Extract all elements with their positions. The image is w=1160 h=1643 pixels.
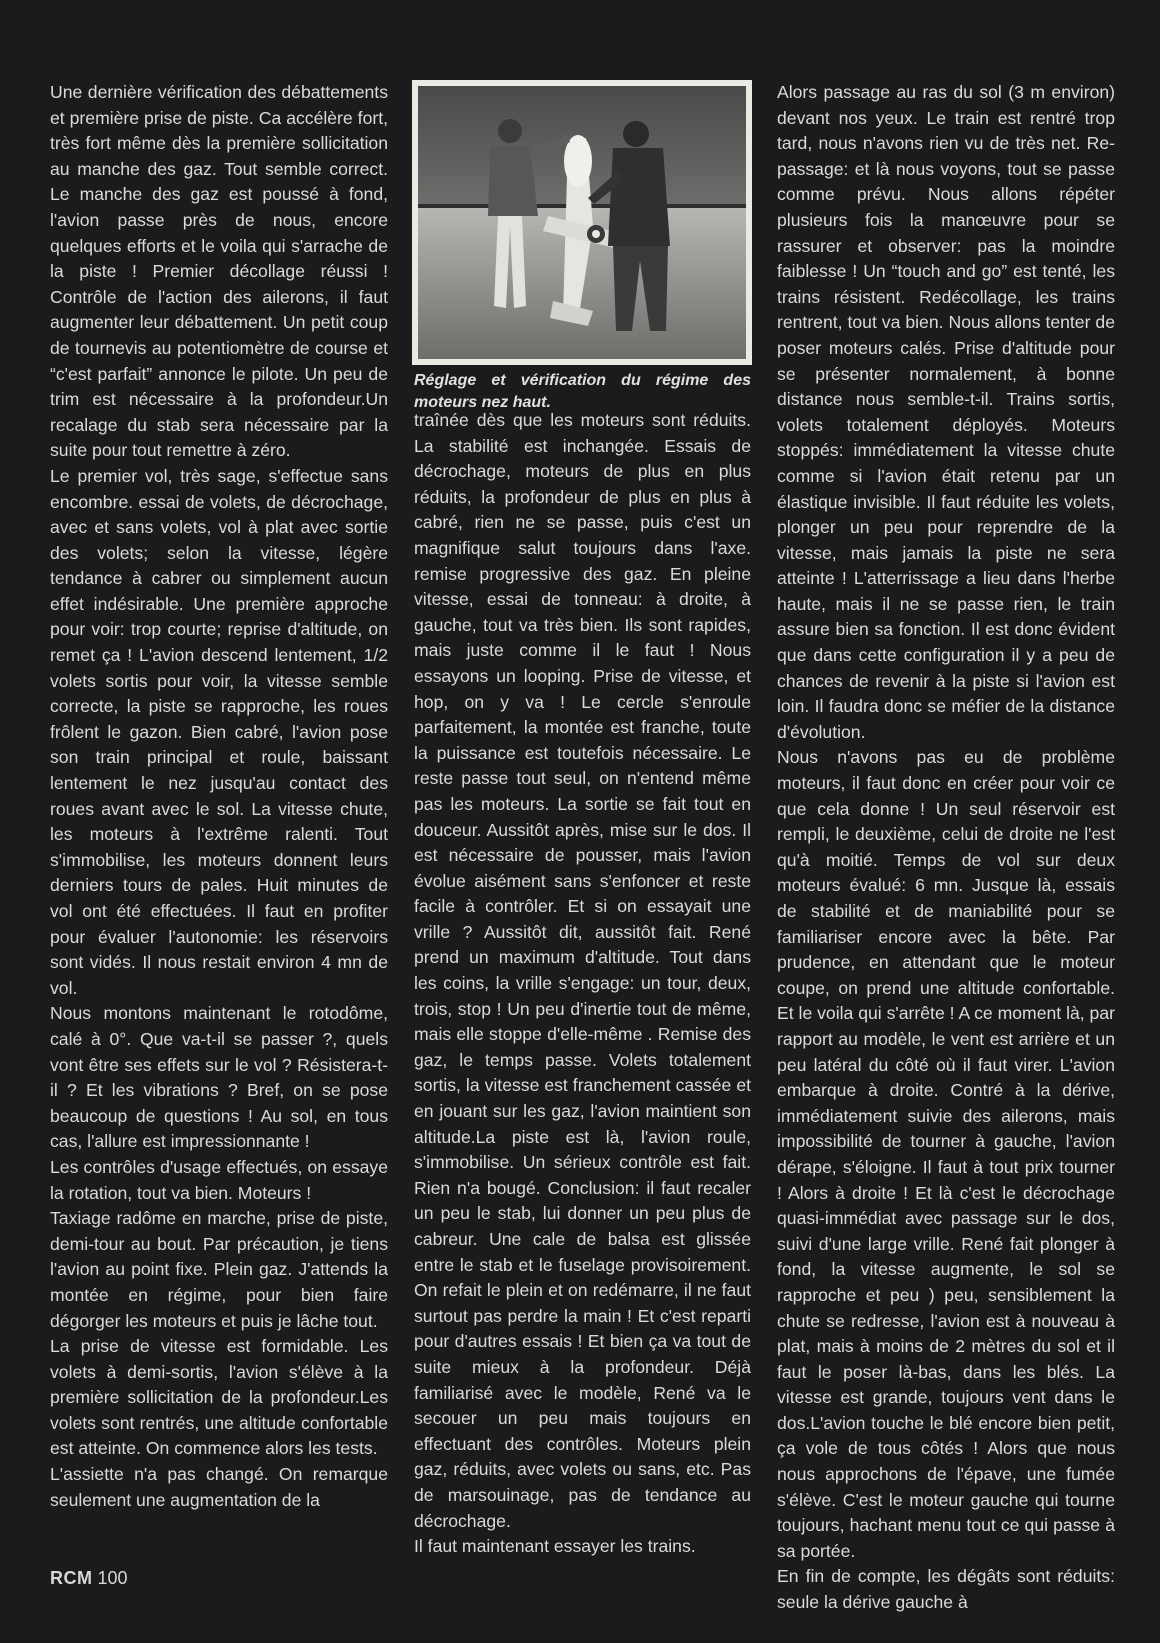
paragraph: La prise de vitesse est formidable. Les volets à demi-sortis, l'avion s'élève à la première sollicitation de la profondeur.Les volets sont rentrés, une altitude confortable est atteinte. On commence alors les tests. [50,1336,388,1459]
paragraph: traînée dès que les moteurs sont réduits. La stabilité est inchangée. Essais de décrochage, moteurs de plus en plus réduits, la profondeur de plus en plus à cabré, rien ne se passe, puis c'est un magnifique salut toujours dans l'axe. remise progressive des gaz. En pleine vitesse, essai de tonneau: à droite, à gauche, tout va très bien. Ils sont rapides, mais juste comme il le faut ! Nous essayons un looping. Prise de vitesse, et hop, on y va ! Le cercle s'enroule parfaitement, la montée est franche, toute la puissance est toutefois nécessaire. Le reste passe tout seul, on n'entend même pas les moteurs. La sortie se fait tout en douceur. Aussitôt après, mise sur le dos. Il est nécessaire de pousser, mais l'avion évolue aisément sans s'enfoncer et reste facile à contrôler. Et si on essayait une vrille ? Aussitôt dit, aussitôt fait. René prend un maximum d'altitude. Tout dans les coins, la vrille s'engage: un tour, deux, trois, stop ! Un peu d'inertie tout de même, mais elle stoppe d'elle-même . Remise des gaz, le temps passe. Volets totalement sortis, la vitesse est franchement cassée et en jouant sur les gaz, l'avion maintient son altitude.La piste est là, l'avion roule, s'immobilise. Un sérieux contrôle est fait. Rien n'a bougé. Conclusion: il faut recaler un peu le stab, lui donner un peu plus de cabreur. Une cale de balsa est glissée entre le stab et le fuselage provisoirement. On refait le plein et on redémarre, il ne faut surtout pas perdre la main ! Et c'est reparti pour d'autres essais ! Et bien ça va tout de suite mieux à la profondeur. Déjà familiarisé avec le modèle, René va le secouer un peu mais toujours en effectuant des contrôles. Moteurs plein gaz, réduits, avec volets ou sans, etc. Pas de marsouinage, pas de tendance au décrochage. [414,410,751,1531]
photo-two-men-with-model-plane [412,80,752,365]
text-column-1 [50,80,388,1513]
paragraph: Le premier vol, très sage, s'effectue sans encombre. essai de volets, de décrochage, avec et sans volets, vol à plat avec sortie des volets; selon la vitesse, légère tendance à cabrer ou simplement aucun effet indésirable. Une première approche pour voir: trop courte; reprise d'altitude, on remet ça ! L'avion descend lentement, 1/2 volets sortis pour voir, la vitesse semble correcte, la piste se rapproche, les roues frôlent le gazon. Bien cabré, l'avion pose son train principal et roule, baissant lentement le nez jusqu'au contact des roues avant avec le sol. La vitesse chute, les moteurs à l'extrême ralenti. Tout s'immobilise, les moteurs donnent leurs derniers tours de pales. Huit minutes de vol ont été effectuées. Il faut en profiter pour évaluer l'autonomie: les réservoirs sont vidés. Il nous restait environ 4 mn de vol. [50,465,388,998]
paragraph: Taxiage radôme en marche, prise de piste, demi-tour au bout. Par précaution, je tiens l'avion au point fixe. Plein gaz. J'attends la montée en régime, pour bien faire dégorger les moteurs et puis je lâche tout. [50,1208,388,1331]
paragraph: Nous n'avons pas eu de problème moteurs, il faut donc en créer pour voir ce que cela donne ! Un seul réservoir est rempli, le deuxième, celui de droite ne l'est qu'à moitié. Temps de vol sur deux moteurs évalué: 6 mn. Jusque là, essais de stabilité et de maniabilité pour se familiariser encore avec la bête. Par prudence, en attendant que le moteur coupe, on prend une altitude confortable. Et le voila qui s'arrête ! A ce moment là, par rapport au modèle, le vent est arrière et un peu latéral du côté où il faut virer. L'avion embarque à droite. Contré à la dérive, immédiatement suivie des ailerons, mais impossibilité de tourner à gauche, l'avion dérape, s'éloigne. Il faut à tout prix tourner ! Alors à droite ! Et là c'est le décrochage quasi-immédiat avec passage sur le dos, suivi d'une large vrille. René fait plonger à fond, la vitesse augmente, le sol se rapproche et peu ) peu, sensiblement la chute se redresse, l'avion est à nouveau à plat, mais à moins de 2 mètres du sol et il faut le poser là-bas, dans les blés. La vitesse est grande, toujours vent dans le dos.L'avion touche le blé encore bien petit, ça vole de tous côtés ! Alors que nous nous approchons de l'épave, une fumée s'élève. C'est le moteur gauche qui tourne toujours, hachant menu tout ce qui passe à sa portée. [777,747,1115,1561]
paragraph: Nous montons maintenant le rotodôme, calé à 0°. Que va-t-il se passer ?, quels vont être ses effets sur le vol ? Résistera-t-il ? Et les vibrations ? Bref, on se pose beaucoup de questions ! Au sol, en tous cas, l'allure est impressionnante ! [50,1003,388,1152]
paragraph: L'assiette n'a pas changé. On remarque seulement une augmentation de la [50,1464,388,1510]
photo-caption: Réglage et vérification du régime des moteurs nez haut. [414,372,751,411]
page-number: 100 [97,1568,128,1588]
paragraph: Une dernière vérification des débattements et première prise de piste. Ca accélère fort, très fort même dès la première sollicitation au manche des gaz. Tout semble correct. Le manche des gaz est poussé à fond, l'avion passe près de nous, encore quelques efforts et le voila qui s'arrache de la piste ! Premier décollage réussi ! Contrôle de l'action des ailerons, il faut augmenter leur débattement. Un petit coup de tournevis au potentiomètre de course et “c'est parfait” annonce le pilote. Un peu de trim est nécessaire à la profondeur.Un recalage du stab sera nécessaire par la suite pour tout remettre à zéro. [50,82,388,461]
paragraph: Il faut maintenant essayer les trains. [414,1536,696,1557]
text-column-2 [414,408,751,1560]
paragraph: En fin de compte, les dégâts sont réduits: seule la dérive gauche à [777,1566,1115,1613]
page-footer [50,1568,128,1589]
paragraph: Les contrôles d'usage effectués, on essaye la rotation, tout va bien. Moteurs ! [50,1156,388,1203]
text-column-3 [777,80,1115,1616]
photo-image [418,86,746,359]
magazine-name: RCM [50,1568,93,1588]
paragraph: Alors passage au ras du sol (3 m environ) devant nos yeux. Le train est rentré trop tard, nous n'avons rien vu de très net. Re-passage: et là nous voyons, tout se passe comme prévu. Nous allons répéter plusieurs fois la manœuvre pour se rassurer et observer: pas la moindre faiblesse ! Un “touch and go” est tenté, les trains résistent. Redécollage, les trains rentrent, tout va bien. Nous allons tenter de poser moteurs calés. Prise d'altitude pour se présenter normalement, à bonne distance nous semble-t-il. Trains sortis, volets totalement déployés. Moteurs stoppés: immédiatement la vitesse chute comme si l'avion était retenu par un élastique invisible. Il faut réduite les volets, plonger un peu pour reprendre de la vitesse, mais jamais la piste ne sera atteinte ! L'atterrissage a lieu dans l'herbe haute, mais il ne se passe rien, le train assure bien sa fonction. Il est donc évident que dans cette configuration il y a peu de chances de revenir à la piste si l'avion est loin. Il faudra donc se méfier de la distance d'évolution. [777,82,1115,742]
